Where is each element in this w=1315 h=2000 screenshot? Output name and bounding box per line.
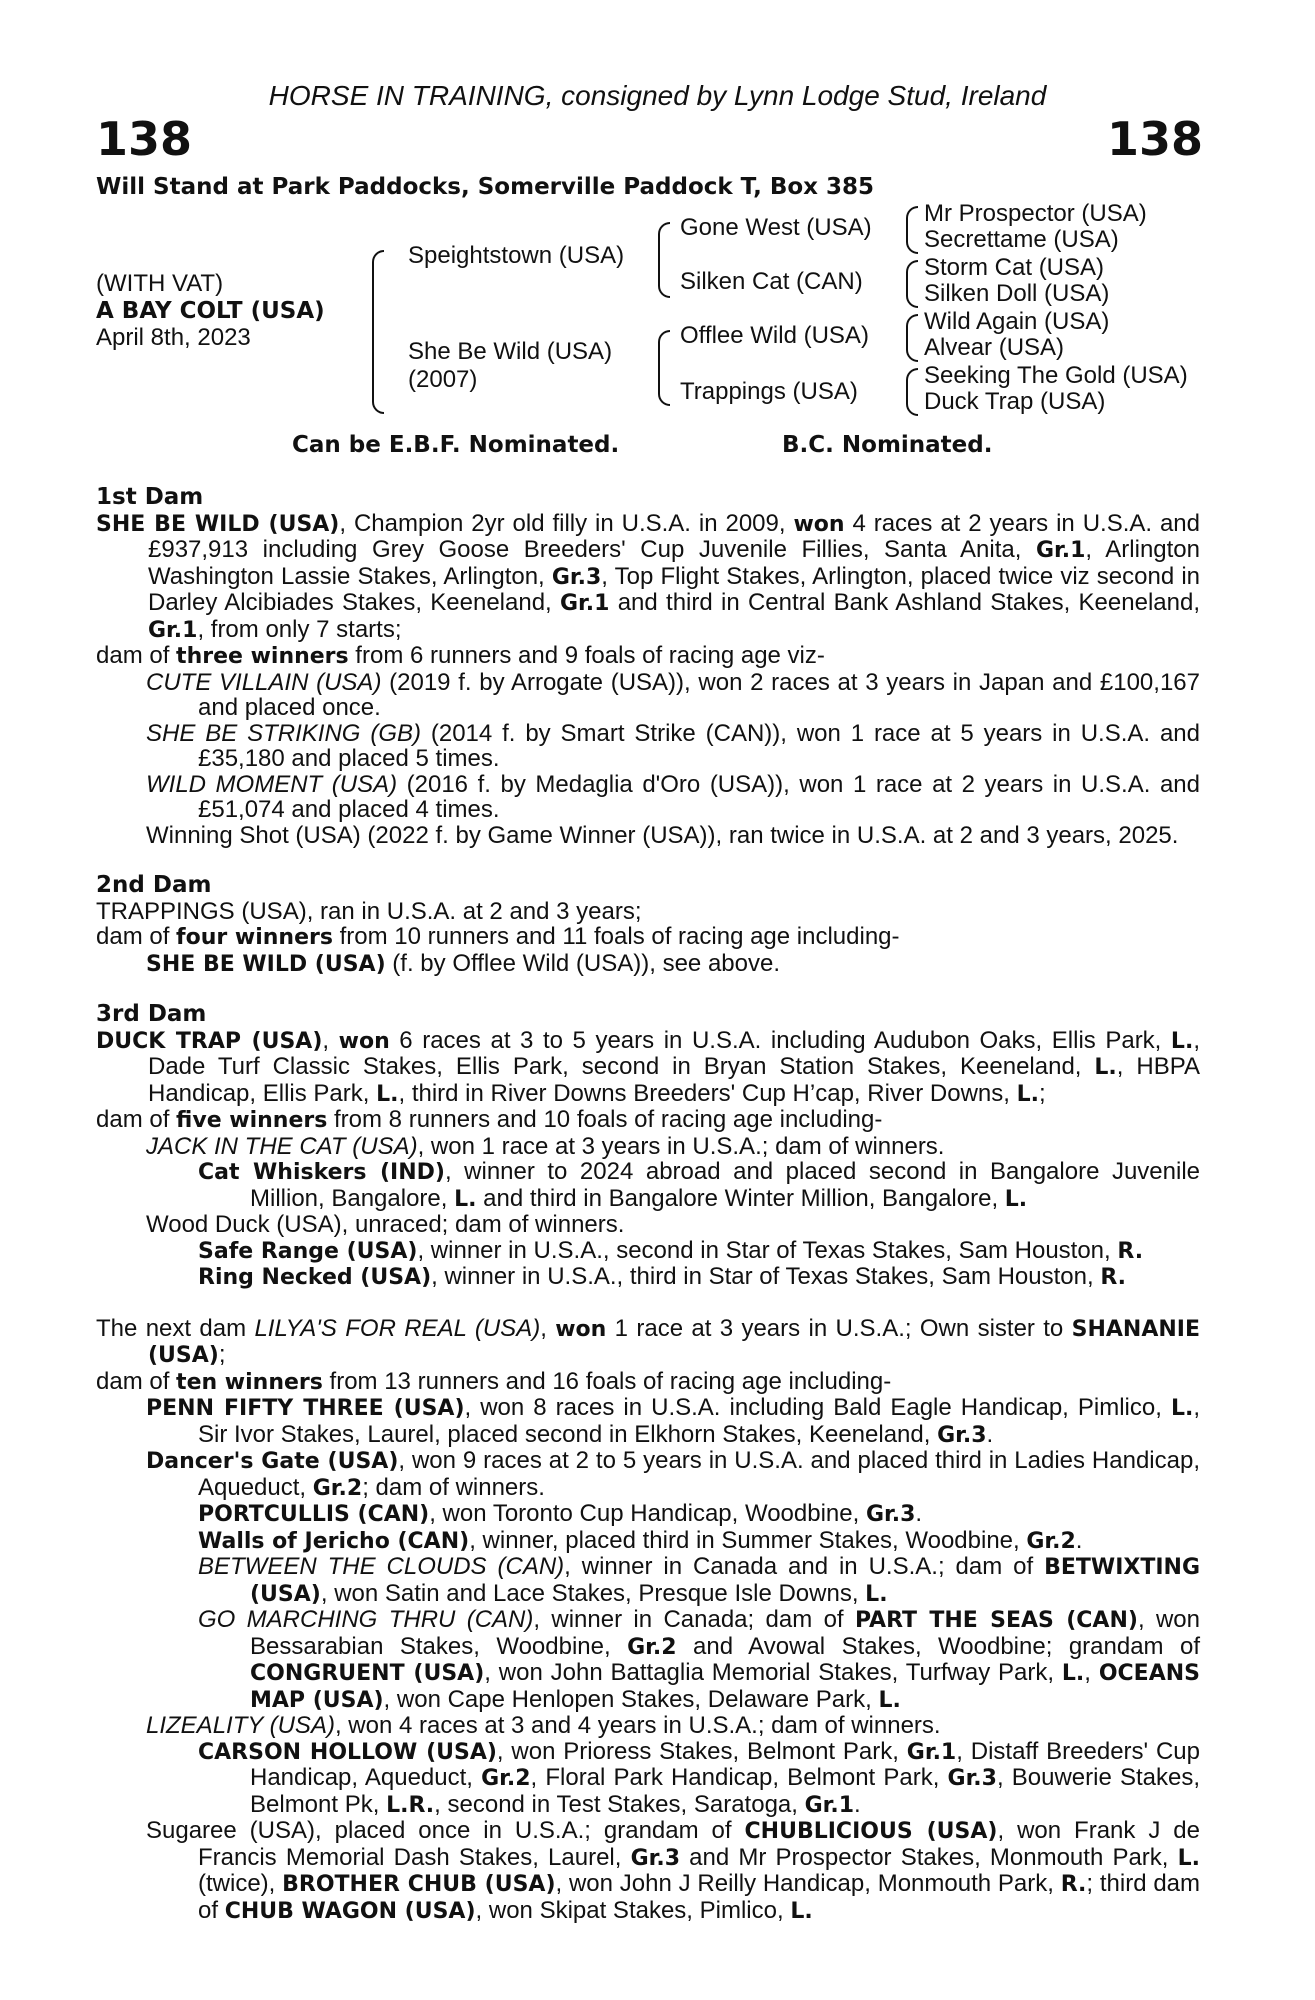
produce-record: CARSON HOLLOW (USA), won Prioress Stakes, Belmont Park, Gr.1, Distaff Breeders' Cup Handicap, Aqueduct, Gr.2, Floral Park Handicap, Belmont Park, Gr.3, Bouwerie Stakes, Belmont Pk, L.R., second in Test Stakes, Saratoga, Gr.1. (198, 1737, 1201, 1818)
pedigree-bracket (906, 260, 918, 308)
sire: Speightstown (USA) (408, 242, 625, 269)
pedigree-bracket (658, 222, 670, 298)
pedigree-bracket (658, 330, 670, 406)
produce-record: PORTCULLIS (CAN), won Toronto Cup Handicap, Woodbine, Gr.3. (198, 1500, 923, 1527)
vat-note: (WITH VAT) (96, 270, 224, 297)
section-title: 3rd Dam (96, 1001, 207, 1027)
dam-of-line: dam of ten winners from 13 runners and 16 foals of racing age including- (96, 1367, 892, 1395)
stand-location: Will Stand at Park Paddocks, Somerville Paddock T, Box 385 (96, 174, 875, 200)
foaling-date: April 8th, 2023 (96, 324, 251, 351)
produce-record: SHE BE STRIKING (GB) (2014 f. by Smart Strike (CAN)), won 1 race at 5 years in U.S.A. and £35,180 and placed 5 times. (146, 719, 1200, 772)
pedigree-bracket (372, 250, 384, 414)
lot-number-right: 138 (1106, 112, 1203, 166)
ebf-nomination: Can be E.B.F. Nominated. (292, 432, 620, 458)
dam-paragraph: DUCK TRAP (USA), won 6 races at 3 to 5 years in U.S.A. including Audubon Oaks, Ellis Park, L., Dade Turf Classic Stakes, Ellis Park, second in Bryan Station Stakes, Keeneland, L., HBPA Handicap, Ellis Park, L., third in River Downs Breeders' Cup H’cap, River Downs, L.; (96, 1026, 1200, 1107)
sire-sire-sire: Mr Prospector (USA) (924, 200, 1147, 227)
dam-year: (2007) (408, 366, 478, 393)
produce-record: Dancer's Gate (USA), won 9 races at 2 to 5 years in U.S.A. and placed third in Ladies Handicap, Aqueduct, Gr.2; dam of winners. (146, 1447, 1201, 1501)
dam-paragraph: SHE BE WILD (USA), Champion 2yr old filly in U.S.A. in 2009, won 4 races at 2 years in U.S.A. and £937,913 including Grey Goose Breeders' Cup Juvenile Fillies, Santa Anita, Gr.1, Arlington Washington Lassie Stakes, Arlington, Gr.3, Top Flight Stakes, Arlington, placed twice viz second in Darley Alcibiades Stakes, Keeneland, Gr.1 and third in Central Bank Ashland Stakes, Keeneland, Gr.1, from only 7 starts; (96, 509, 1201, 643)
dam-of-line: dam of four winners from 10 runners and 11 foals of racing age including- (96, 923, 900, 950)
dam-paragraph: The next dam LILYA'S FOR REAL (USA), won 1 race at 3 years in U.S.A.; Own sister to SHANANIE (USA); (96, 1314, 1200, 1368)
produce-record: Cat Whiskers (IND), winner to 2024 abroad and placed second in Bangalore Juvenile Million, Bangalore, L. and third in Bangalore Winter Million, Bangalore, L. (198, 1158, 1201, 1212)
pedigree-bracket (906, 368, 918, 416)
dam-dam-dam: Duck Trap (USA) (924, 388, 1106, 415)
first-dam-section (96, 485, 1200, 848)
produce-record: SHE BE WILD (USA) (f. by Offlee Wild (USA)), see above. (146, 949, 780, 977)
dam-sire: Offlee Wild (USA) (680, 322, 869, 349)
consignment-header: HORSE IN TRAINING, consigned by Lynn Lodge Stud, Ireland (268, 80, 1047, 111)
section-title: 1st Dam (96, 484, 204, 510)
produce-record: WILD MOMENT (USA) (2016 f. by Medaglia d'Oro (USA)), won 1 race at 2 years in U.S.A. and £51,074 and placed 4 times. (146, 770, 1200, 823)
horse-name: A BAY COLT (USA) (96, 298, 325, 324)
produce-record: GO MARCHING THRU (CAN), winner in Canada; dam of PART THE SEAS (CAN), won Bessarabian Stakes, Woodbine, Gr.2 and Avowal Stakes, Woodbine; grandam of CONGRUENT (USA), won John Battaglia Memorial Stakes, Turfway Park, L., OCEANS MAP (USA), won Cape Henlopen Stakes, Delaware Park, L. (198, 1606, 1201, 1713)
dam: She Be Wild (USA) (408, 338, 613, 365)
lot-number-left: 138 (96, 112, 193, 166)
produce-record: Safe Range (USA), winner in U.S.A., second in Star of Texas Stakes, Sam Houston, R. (198, 1236, 1144, 1264)
catalogue-text (96, 485, 1200, 1924)
next-dam-section (96, 1316, 1200, 1925)
sire-sire: Gone West (USA) (680, 214, 872, 241)
dam-sire-dam: Alvear (USA) (924, 334, 1065, 361)
bc-nomination: B.C. Nominated. (782, 432, 993, 458)
pedigree-bracket (906, 314, 918, 362)
sire-dam-dam: Silken Doll (USA) (924, 280, 1110, 307)
pedigree-bracket (906, 206, 918, 254)
dam-paragraph: TRAPPINGS (USA), ran in U.S.A. at 2 and 3 years; (96, 897, 642, 925)
produce-record: CUTE VILLAIN (USA) (2019 f. by Arrogate (USA)), won 2 races at 3 years in Japan and £100,167 and placed once. (146, 668, 1200, 721)
produce-record: Sugaree (USA), placed once in U.S.A.; grandam of CHUBLICIOUS (USA), won Frank J de Francis Memorial Dash Stakes, Laurel, Gr.3 and Mr Prospector Stakes, Monmouth Park, L. (twice), BROTHER CHUB (USA), won John J Reilly Handicap, Monmouth Park, R.; third dam of CHUB WAGON (USA), won Skipat Stakes, Pimlico, L. (146, 1817, 1201, 1924)
produce-record: Winning Shot (USA) (2022 f. by Game Winner (USA)), ran twice in U.S.A. at 2 and 3 years, 2025. (146, 821, 1179, 849)
produce-record: Ring Necked (USA), winner in U.S.A., third in Star of Texas Stakes, Sam Houston, R. (198, 1263, 1127, 1290)
produce-record: Walls of Jericho (CAN), winner, placed third in Summer Stakes, Woodbine, Gr.2. (198, 1526, 1083, 1554)
dam-of-line: dam of five winners from 8 runners and 10 foals of racing age including- (96, 1106, 883, 1133)
dam-dam-sire: Seeking The Gold (USA) (924, 362, 1188, 389)
dam-of-line: dam of three winners from 6 runners and 9 foals of racing age viz- (96, 642, 825, 669)
produce-record: Wood Duck (USA), unraced; dam of winners. (146, 1211, 625, 1238)
section-title: 2nd Dam (96, 872, 212, 898)
sire-dam: Silken Cat (CAN) (680, 268, 863, 295)
produce-record: BETWEEN THE CLOUDS (CAN), winner in Canada and in U.S.A.; dam of BETWIXTING (USA), won Satin and Lace Stakes, Presque Isle Downs, L. (198, 1553, 1201, 1607)
sire-sire-dam: Secrettame (USA) (924, 226, 1119, 253)
sire-dam-sire: Storm Cat (USA) (924, 254, 1105, 281)
second-dam-section (96, 873, 1200, 977)
dam-sire-sire: Wild Again (USA) (924, 308, 1110, 335)
produce-record: LIZEALITY (USA), won 4 races at 3 and 4 years in U.S.A.; dam of winners. (146, 1712, 941, 1739)
produce-record: PENN FIFTY THREE (USA), won 8 races in U.S.A. including Bald Eagle Handicap, Pimlico, L., Sir Ivor Stakes, Laurel, placed second in Elkhorn Stakes, Keeneland, Gr.3. (146, 1394, 1200, 1448)
third-dam-section (96, 1002, 1200, 1291)
produce-record: JACK IN THE CAT (USA), won 1 race at 3 years in U.S.A.; dam of winners. (146, 1132, 945, 1160)
dam-dam: Trappings (USA) (680, 378, 858, 405)
